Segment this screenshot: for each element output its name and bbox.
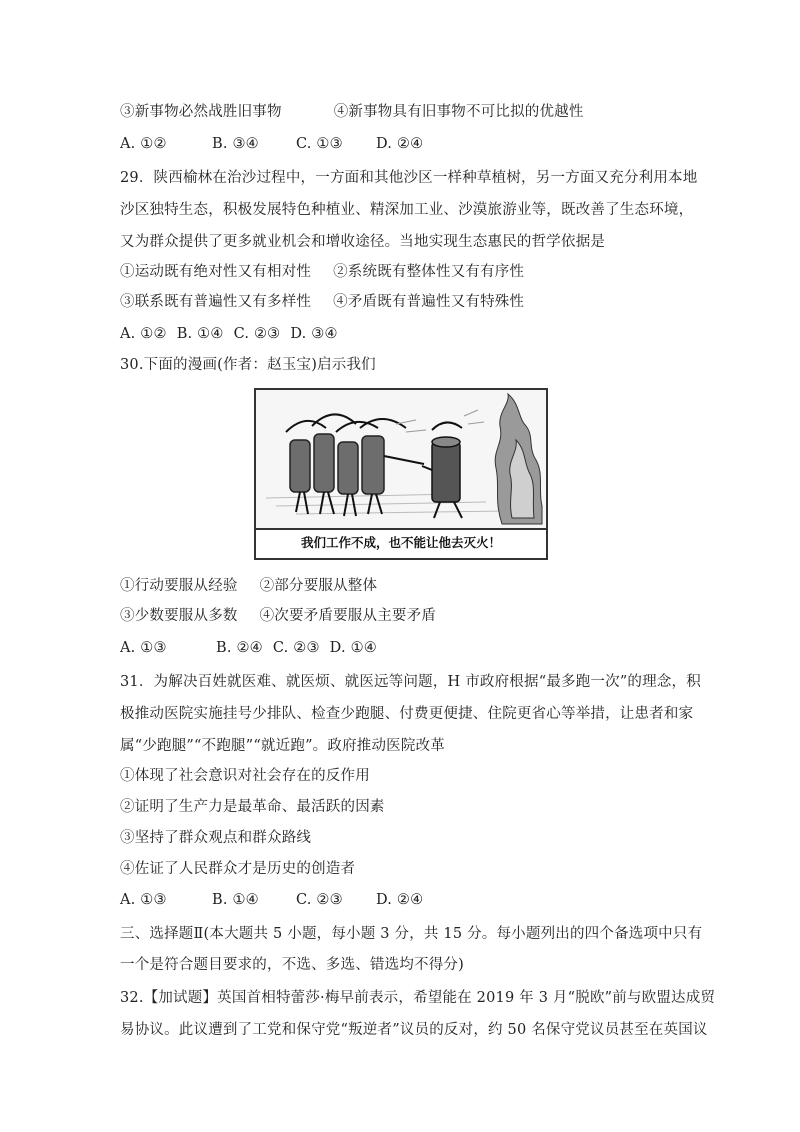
q30-option-1: ①行动要服从经验 xyxy=(120,578,238,594)
answer-c: C. ①③ xyxy=(296,136,343,152)
cartoon-drawing xyxy=(256,390,546,530)
q29-option-2: ②系统既有整体性又有有序性 xyxy=(333,264,525,280)
q29-options-row-2 xyxy=(120,292,524,312)
q29-answers xyxy=(120,324,338,344)
q29-stem-line-3: 又为群众提供了更多就业机会和增收途径。当地实现生态惠民的哲学依据是 xyxy=(120,234,606,250)
q28-option-4: ④新事物具有旧事物不可比拟的优越性 xyxy=(333,104,584,120)
q31-stem-line-1: 31．为解决百姓就医难、就医烦、就医远等问题，H 市政府根据“最多跑一次”的理念，积 xyxy=(120,674,701,690)
answer-d: D. ①④ xyxy=(329,640,377,656)
answer-d: D. ②④ xyxy=(376,892,424,908)
q31-option-3: ③坚持了群众观点和群众路线 xyxy=(120,830,312,846)
section-3-heading-line-1: 三、选择题Ⅱ(本大题共 5 小题，每小题 3 分，共 15 分。每小题列出的四个备选项中只有 xyxy=(120,926,703,942)
answer-d: D. ③④ xyxy=(290,326,338,342)
answer-b: B. ②④ xyxy=(216,640,263,656)
answer-a: A. ①③ xyxy=(120,892,167,908)
cartoon-caption: 我们工作不成，也不能让他去灭火！ xyxy=(256,528,546,558)
answer-c: C. ②③ xyxy=(272,640,320,656)
answer-a: A. ①② xyxy=(120,326,167,342)
answer-a: A. ①③ xyxy=(120,640,167,656)
q28-answers xyxy=(120,134,423,154)
q29-stem-line-2: 沙区独特生态，积极发展特色种植业、精深加工业、沙漠旅游业等，既改善了生态环境， xyxy=(120,202,694,218)
q29-option-3: ③联系既有普遍性又有多样性 xyxy=(120,294,312,310)
q30-option-2: ②部分要服从整体 xyxy=(259,578,378,594)
q30-stem: 30.下面的漫画(作者：赵玉宝)启示我们 xyxy=(120,357,376,373)
q29-option-4: ④矛盾既有普遍性又有特殊性 xyxy=(333,294,525,310)
answer-d: D. ②④ xyxy=(376,136,424,152)
q32-stem-line-2: 易协议。此议遭到了工党和保守党“叛逆者”议员的反对，约 50 名保守党议员甚至在英国议 xyxy=(120,1022,708,1038)
q31-answers xyxy=(120,890,423,910)
q29-option-1: ①运动既有绝对性又有相对性 xyxy=(120,264,312,280)
cartoon-illustration xyxy=(254,388,548,560)
q31-option-1: ①体现了社会意识对社会存在的反作用 xyxy=(120,768,370,784)
section-3-heading-line-2: 一个是符合题目要求的，不选、多选、错选均不得分) xyxy=(120,957,464,973)
q30-answers xyxy=(120,638,377,658)
q32-stem-line-1: 32.【加试题】英国首相特蕾莎·梅早前表示，希望能在 2019 年 3 月“脱欧”前与欧盟达成贸 xyxy=(120,990,716,1006)
answer-b: B. ①④ xyxy=(176,326,224,342)
q28-options-row xyxy=(120,102,584,122)
q31-stem-line-2: 极推动医院实施挂号少排队、检查少跑腿、付费更便捷、住院更省心等举措，让患者和家 xyxy=(120,706,694,722)
answer-a: A. ①② xyxy=(120,136,167,152)
q30-option-4: ④次要矛盾要服从主要矛盾 xyxy=(259,608,437,624)
q30-options-row-2 xyxy=(120,606,436,626)
q29-options-row-1 xyxy=(120,262,524,282)
q31-option-4: ④佐证了人民群众才是历史的创造者 xyxy=(120,861,356,877)
answer-c: C. ②③ xyxy=(233,326,281,342)
answer-b: B. ①④ xyxy=(212,892,259,908)
q30-option-3: ③少数要服从多数 xyxy=(120,608,238,624)
q29-stem-line-1: 29．陕西榆林在治沙过程中，一方面和其他沙区一样种草植树，另一方面又充分利用本地 xyxy=(120,170,698,186)
q30-options-row-1 xyxy=(120,576,377,596)
answer-c: C. ②③ xyxy=(296,892,343,908)
answer-b: B. ③④ xyxy=(212,136,259,152)
q31-stem-line-3: 属“少跑腿”“不跑腿”“就近跑”。政府推动医院改革 xyxy=(120,738,445,754)
q31-option-2: ②证明了生产力是最革命、最活跃的因素 xyxy=(120,799,385,815)
q28-option-3: ③新事物必然战胜旧事物 xyxy=(120,104,282,120)
